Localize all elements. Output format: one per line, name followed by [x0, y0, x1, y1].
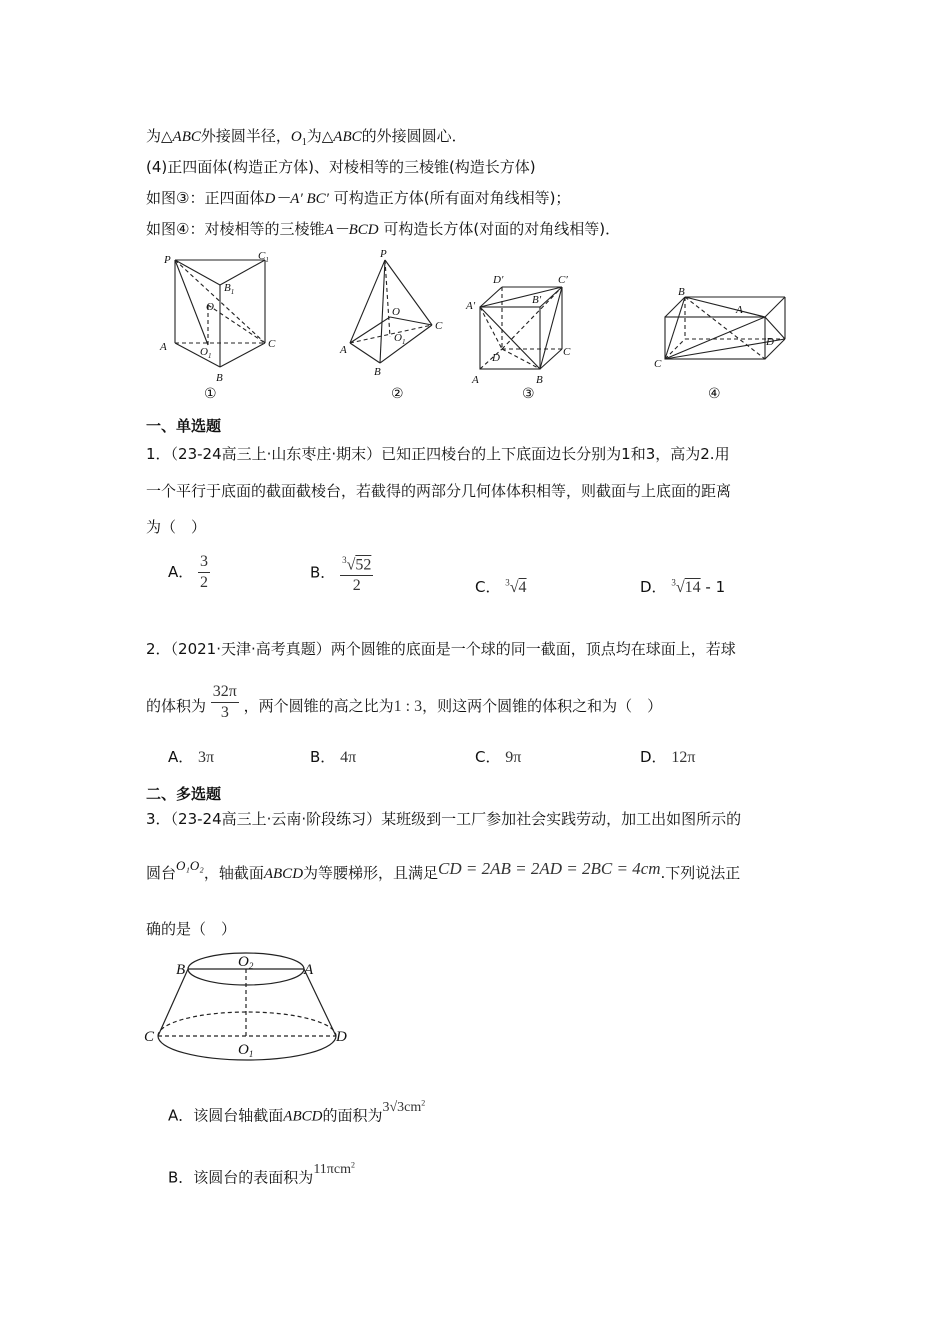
label-d-prime: D′ [493, 274, 504, 286]
label-a: A [340, 344, 347, 356]
text: - 1 [700, 578, 726, 596]
text: .下列说法正 [660, 864, 741, 882]
math-area: $3√3cm^2$ [382, 1098, 426, 1115]
text: 如图④：对棱相等的三棱锥 [146, 220, 325, 238]
label-c: C [144, 1029, 155, 1045]
text: 圆台 [146, 864, 177, 882]
text: 该圆台的表面积为 [193, 1168, 314, 1187]
question-3-line-2 [146, 858, 740, 883]
fraction: $\frac{32\pi}{3}$ [212, 683, 237, 721]
label-c1: $C_1$ [258, 250, 269, 264]
text: 可构造长方体(对面的对角线相等)． [383, 220, 621, 238]
text: （23-24高三上·云南·阶段练习）某班级到一工厂参加社会实践劳动，加工出如图所示的 [170, 810, 742, 828]
option-label: B． [168, 1168, 194, 1187]
label-a: A [736, 304, 743, 316]
q1-option-c[interactable] [475, 576, 527, 597]
question-2-line-1 [146, 638, 736, 659]
text: ，两个圆锥的高之比为 [243, 697, 394, 715]
label-p: P [164, 254, 171, 266]
text: ，轴截面 [203, 864, 264, 882]
label-c-prime: C′ [558, 274, 568, 286]
text: 可构造正方体(所有面对角线相等)； [333, 189, 571, 207]
figure-2-tetrahedron [350, 260, 432, 363]
label-a: A [472, 374, 479, 386]
text: 的面积为 [322, 1106, 383, 1125]
math-equation: CD = 2AB = 2AD = 2BC = 4cm [438, 859, 661, 878]
label-b1: $B_1$ [224, 282, 235, 296]
caption-1: ① [204, 386, 217, 402]
q1-option-d[interactable] [640, 576, 725, 597]
option-value: 9π [505, 749, 522, 766]
option-label: C． [475, 578, 501, 596]
label-o1: $O_1$ [200, 346, 212, 360]
q1-option-b[interactable] [310, 550, 373, 596]
text: 为△ [146, 127, 173, 145]
question-3-line-3: 确的是（ ） [146, 920, 237, 938]
option-label: A． [168, 748, 194, 766]
label-a: A [304, 962, 314, 978]
label-a: A [160, 341, 167, 353]
math-root: $^3$√14 [671, 577, 701, 596]
label-o1: $O_1$ [394, 332, 406, 346]
q3-option-a[interactable] [168, 1098, 425, 1126]
text: 为等腰梯形，且满足 [303, 864, 439, 882]
label-b: B [536, 374, 543, 386]
label-a-prime: A′ [466, 300, 476, 312]
question-3-line-1 [146, 808, 741, 829]
math-o1o2: O₁O₂ [176, 858, 204, 873]
option-label: D． [640, 748, 667, 766]
text: 外接圆半径， [200, 127, 291, 145]
math-expr: A－BCD [324, 222, 379, 238]
fraction: $\frac{^3√52}{2}$ [340, 550, 373, 596]
label-o1: $O_1$ [238, 1042, 254, 1059]
text: 的体积为 [146, 697, 207, 715]
subscript: 1 [301, 137, 307, 148]
question-number: 1． [146, 445, 171, 463]
q2-option-b[interactable] [310, 746, 356, 767]
figure-1-prism [175, 260, 265, 367]
option-label: A． [168, 1106, 194, 1125]
math-abc: ABC [172, 129, 201, 145]
math-ratio: 1 : 3 [393, 698, 423, 715]
text: 为△ [306, 127, 334, 145]
q2-option-d[interactable] [640, 746, 695, 767]
label-c: C [435, 320, 443, 332]
label-o2: $O_2$ [238, 954, 254, 971]
q2-option-c[interactable] [475, 746, 521, 767]
text: 的外接圆圆心． [361, 127, 467, 145]
text: 该圆台轴截面 [193, 1106, 284, 1125]
math-surface: 11πcm$^2$ [313, 1160, 355, 1177]
math-abcd: ABCD [283, 1108, 323, 1125]
option-value: 4π [340, 749, 357, 766]
option-value: 12π [671, 749, 696, 766]
q3-option-b[interactable] [168, 1160, 355, 1188]
label-o: O [206, 301, 214, 313]
caption-3: ③ [522, 386, 535, 402]
math-root: $^3$√4 [505, 577, 527, 596]
math-abcd: ABCD [263, 866, 304, 882]
frustum-figure [140, 948, 360, 1063]
intro-line-3 [146, 187, 570, 208]
label-c: C [268, 338, 276, 350]
intro-line-4 [146, 218, 620, 239]
question-1-line-3: 为（ ） [146, 518, 207, 536]
math-expr: D－A′ BC′ [264, 191, 329, 207]
label-c: C [563, 346, 571, 358]
section-title-single-choice: 一、单选题 [146, 417, 222, 435]
label-d: D [492, 352, 500, 364]
q2-option-a[interactable] [168, 746, 214, 767]
label-b: B [374, 366, 381, 378]
fraction: $\frac{3}{2}$ [200, 553, 209, 591]
label-b: B [216, 372, 223, 384]
intro-line-1 [146, 125, 467, 148]
question-1-line-2: 一个平行于底面的截面截棱台，若截得的两部分几何体体积相等，则截面与上底面的距离 [146, 482, 732, 500]
caption-2: ② [391, 386, 404, 402]
question-number: 2． [146, 640, 171, 658]
option-label: B． [310, 563, 336, 582]
label-d: D [336, 1029, 347, 1045]
q1-option-a[interactable] [168, 552, 210, 593]
option-label: A． [168, 563, 194, 581]
option-label: B． [310, 748, 336, 766]
question-2-line-2 [146, 682, 662, 723]
text: ，则这两个圆锥的体积之和为（ ） [422, 697, 663, 715]
label-p: P [380, 248, 387, 260]
option-value: 3π [198, 749, 215, 766]
option-label: D． [640, 578, 667, 596]
section-title-multiple-choice: 二、多选题 [146, 785, 222, 803]
caption-4: ④ [708, 386, 721, 402]
math-o1: O [290, 129, 302, 145]
label-b-prime: B′ [532, 294, 542, 306]
intro-line-2: (4)正四面体(构造正方体)、对棱相等的三棱锥(构造长方体) [146, 158, 536, 176]
figures-row [140, 245, 820, 405]
label-c: C [654, 358, 662, 370]
label-b: B [678, 286, 685, 298]
label-o: O [392, 306, 400, 318]
label-b: B [176, 962, 186, 978]
question-1-line-1 [146, 443, 730, 464]
text: （2021·天津·高考真题）两个圆锥的底面是一个球的同一截面，顶点均在球面上，若球 [170, 640, 736, 658]
text: （23-24高三上·山东枣庄·期末）已知正四棱台的上下底面边长分别为1和3，高为2.用 [170, 445, 730, 463]
option-label: C． [475, 748, 501, 766]
question-number: 3． [146, 810, 171, 828]
figure-4-box [665, 297, 785, 359]
math-abc: ABC [333, 129, 362, 145]
text: 如图③：正四面体 [146, 189, 265, 207]
label-d: D [766, 336, 774, 348]
